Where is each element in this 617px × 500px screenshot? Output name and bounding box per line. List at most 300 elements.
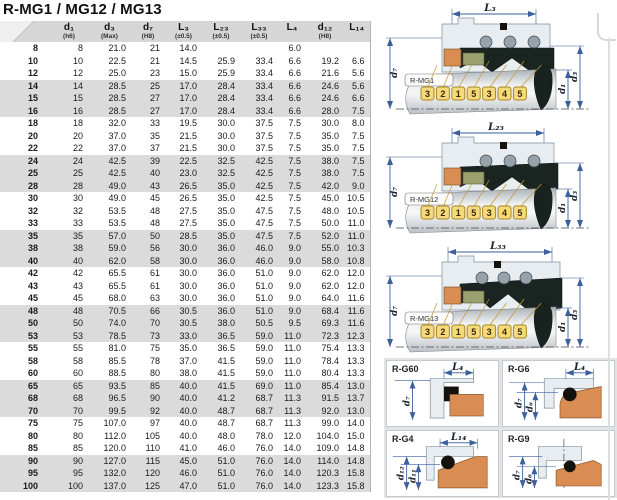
table-cell: 80.4: [321, 368, 339, 378]
corner-cell: [0, 21, 50, 42]
table-cell: 25.9: [217, 68, 235, 78]
table-cell: 39: [131, 155, 165, 168]
table-cell: 38.0: [306, 155, 344, 168]
svg-text:d₃: d₃: [570, 309, 580, 320]
table-cell: 30.0: [179, 293, 197, 303]
table-cell: 88.5: [108, 368, 126, 378]
seal-face: [463, 172, 484, 184]
seal-diagram-r-mg13: [384, 240, 617, 358]
table-cell: 42.5: [88, 155, 131, 168]
table-cell: 7.5: [344, 105, 370, 118]
table-cell: 41.2: [202, 392, 240, 405]
row-size-label: 25: [0, 167, 50, 180]
table-cell: 42: [72, 268, 83, 278]
table-cell: 58: [131, 255, 165, 268]
table-cell: 33.4: [255, 68, 273, 78]
table-cell: 6.6: [278, 80, 306, 93]
part-number: 1: [455, 208, 461, 218]
table-row: [0, 180, 370, 193]
table-cell: 68: [50, 392, 88, 405]
table-cell: 63: [149, 293, 160, 303]
table-cell: 7.5: [351, 143, 365, 153]
table-cell: 35: [149, 130, 160, 141]
table-cell: 69.3: [306, 317, 344, 330]
table-cell: 21: [149, 55, 160, 66]
table-cell: 51.0: [202, 480, 240, 493]
table-cell: 68.7: [255, 418, 273, 428]
table-cell: 41.5: [217, 355, 235, 366]
table-cell: 59.0: [240, 330, 278, 343]
table-cell: 11.6: [344, 317, 370, 330]
table-cell: [202, 42, 240, 55]
table-cell: 65: [50, 380, 88, 393]
part-number: 3: [424, 327, 431, 337]
table-cell: 33.4: [240, 80, 278, 93]
table-cell: 6.6: [278, 92, 306, 105]
part-number: 4: [501, 327, 508, 337]
part-number: 2: [440, 89, 446, 99]
svg-text:d₇: d₇: [390, 305, 400, 316]
table-cell: 5.6: [351, 68, 365, 78]
table-cell: 12.0: [346, 280, 365, 291]
table-cell: 21: [149, 43, 160, 53]
svg-text:d₁: d₁: [558, 321, 568, 332]
table-cell: 43: [72, 280, 83, 291]
svg-text:L₃: L₃: [484, 3, 496, 14]
table-cell: 14.0: [278, 480, 306, 493]
seat-label: R-G9: [508, 433, 530, 444]
column-header: d₃ (Max): [88, 21, 131, 42]
table-cell: 32.5: [202, 167, 240, 180]
table-cell: 6.6: [288, 55, 301, 66]
table-row: [0, 317, 370, 330]
table-cell: 40.0: [165, 392, 202, 405]
table-cell: 85.4: [306, 380, 344, 393]
table-cell: 42.0: [306, 180, 344, 193]
part-number: 3: [424, 208, 431, 218]
spring-icon: [520, 272, 532, 284]
page-edge-tab: [597, 13, 616, 41]
table-cell: 8.0: [351, 118, 365, 128]
spring-icon: [480, 155, 492, 167]
table-cell: 95: [50, 467, 88, 480]
table-cell: 37.5: [255, 118, 273, 128]
table-cell: 11.0: [278, 330, 306, 343]
table-cell: 51.0: [255, 268, 273, 278]
table-cell: 80: [72, 430, 83, 441]
table-row: [0, 80, 370, 93]
table-cell: 92.0: [306, 405, 344, 418]
seat-ring: [444, 168, 461, 185]
table-cell: 10.8: [344, 255, 370, 268]
table-cell: 76.0: [240, 480, 278, 493]
table-cell: 59.0: [255, 368, 273, 378]
table-cell: 64.0: [321, 293, 339, 303]
table-cell: 42.5: [255, 193, 273, 203]
table-cell: 45.0: [321, 193, 339, 203]
row-size-label: 85: [27, 443, 38, 453]
table-row: [0, 305, 370, 318]
set-screw: [494, 261, 501, 268]
spring-icon: [480, 36, 492, 48]
row-size-label: 50: [0, 317, 50, 330]
table-cell: 11.0: [278, 380, 306, 393]
table-cell: 9.0: [288, 293, 301, 303]
row-size-label: 38: [0, 242, 50, 255]
table-cell: 21.5: [179, 130, 197, 141]
row-size-label: 75: [27, 418, 38, 428]
table-cell: 17.0: [165, 92, 202, 105]
table-cell: 51.0: [202, 467, 240, 480]
table-cell: 68.7: [240, 405, 278, 418]
table-cell: 137.0: [88, 480, 131, 493]
table-cell: 53.5: [108, 205, 126, 216]
table-cell: 10.5: [346, 193, 365, 203]
table-cell: 51.0: [240, 305, 278, 318]
table-cell: 50.5: [240, 317, 278, 330]
table-cell: 47.0: [165, 480, 202, 493]
seat-ring: [556, 460, 601, 486]
table-row: [0, 142, 370, 155]
table-cell: 51.0: [255, 280, 273, 291]
table-cell: 7.5: [288, 143, 301, 153]
table-cell: 35.0: [202, 180, 240, 193]
table-cell: 60: [72, 368, 83, 378]
table-cell: 12: [72, 68, 83, 78]
table-cell: 20: [72, 130, 83, 141]
table-cell: 33.4: [255, 55, 273, 66]
table-cell: 14.0: [346, 418, 365, 428]
table-cell: 11.3: [278, 392, 306, 405]
seat-label: R-G6: [508, 364, 530, 374]
table-cell: 68.4: [306, 305, 344, 318]
table-cell: 65.5: [108, 268, 126, 278]
svg-text:d₃: d₃: [570, 71, 580, 82]
table-cell: 36.0: [217, 280, 235, 291]
table-cell: 10.5: [346, 205, 365, 216]
table-cell: 100: [50, 480, 88, 493]
column-header: L₂₃ (±0.5): [202, 21, 240, 42]
table-cell: 22: [72, 143, 83, 153]
table-cell: 30.0: [321, 118, 339, 128]
table-cell: 46.0: [217, 443, 235, 453]
table-cell: 36.0: [217, 293, 235, 303]
table-cell: 15.8: [344, 480, 370, 493]
table-cell: 53: [50, 330, 88, 343]
svg-text:L₁₄: L₁₄: [450, 431, 467, 443]
seal-dimension-table: [0, 21, 371, 492]
table-cell: 27: [131, 92, 165, 105]
table-cell: 9.5: [278, 317, 306, 330]
table-cell: 6.6: [278, 105, 306, 118]
seat-diagram-r-g4: [386, 430, 499, 497]
table-row: [0, 417, 370, 430]
table-cell: 24.6: [306, 92, 344, 105]
table-cell: 59.0: [255, 355, 273, 366]
svg-text:L₄: L₄: [574, 361, 586, 373]
table-cell: 75: [72, 418, 83, 428]
svg-text:d₃: d₃: [570, 190, 580, 201]
table-cell: 76.0: [240, 467, 278, 480]
table-cell: [344, 42, 370, 55]
table-cell: 56: [131, 242, 165, 255]
seat-detail-grid: [384, 358, 617, 498]
table-row: [0, 292, 370, 305]
table-cell: 78: [149, 355, 160, 366]
table-cell: 46.0: [240, 255, 278, 268]
table-cell: 35.0: [202, 230, 240, 243]
table-cell: 76.0: [240, 455, 278, 468]
table-cell: 33.4: [240, 105, 278, 118]
column-header: L₄: [278, 21, 306, 42]
svg-text:d₁: d₁: [558, 202, 568, 213]
table-cell: 28.0: [306, 105, 344, 118]
part-number: 1: [455, 327, 461, 337]
row-size-label: 20: [27, 130, 38, 141]
table-cell: 120: [131, 467, 165, 480]
part-number: 3: [486, 327, 492, 337]
table-row: [0, 42, 370, 55]
table-cell: 14.0: [179, 43, 197, 53]
table-row: [0, 55, 370, 68]
table-cell: 85.5: [108, 355, 126, 366]
table-cell: 40.0: [179, 418, 197, 428]
svg-text:d₆: d₆: [525, 402, 536, 413]
table-cell: 27.5: [179, 218, 197, 228]
table-cell: 28: [50, 180, 88, 193]
table-cell: 85: [72, 443, 83, 453]
seat-label: R-G4: [392, 433, 414, 444]
table-cell: 42.5: [240, 180, 278, 193]
table-cell: 59.0: [255, 343, 273, 353]
table-cell: 48: [50, 305, 88, 318]
row-size-label: 53: [0, 330, 50, 343]
row-size-label: 55: [27, 343, 38, 353]
table-cell: 49.0: [88, 180, 131, 193]
table-cell: 15.8: [344, 467, 370, 480]
row-size-label: 95: [0, 467, 50, 480]
row-size-label: 48: [0, 305, 50, 318]
table-cell: 26.5: [165, 180, 202, 193]
table-row: [0, 242, 370, 255]
table-body: [0, 42, 370, 492]
table-cell: 24: [50, 155, 88, 168]
table-cell: 9.0: [288, 268, 301, 278]
table-row: [0, 280, 370, 293]
row-size-label: 42: [27, 268, 38, 278]
table-row: [0, 92, 370, 105]
table-cell: 46.0: [165, 467, 202, 480]
table-cell: 11.3: [278, 405, 306, 418]
table-cell: 5.6: [344, 80, 370, 93]
svg-text:L₂₃: L₂₃: [488, 122, 504, 133]
table-cell: 38: [50, 242, 88, 255]
table-row: [0, 367, 370, 380]
seal-face: [463, 53, 484, 65]
svg-text:R-MG12: R-MG12: [410, 195, 439, 204]
table-cell: 57.0: [88, 230, 131, 243]
table-cell: 28.5: [165, 230, 202, 243]
part-number: 5: [471, 89, 477, 99]
table-cell: 9.0: [278, 242, 306, 255]
table-cell: 19.5: [179, 118, 197, 128]
part-number: 5: [517, 89, 523, 99]
table-cell: 13.7: [344, 392, 370, 405]
svg-text:d₆: d₆: [524, 473, 535, 484]
table-cell: 62.0: [88, 255, 131, 268]
spring-icon: [476, 272, 488, 284]
table-cell: 69.0: [240, 380, 278, 393]
o-ring: [441, 455, 455, 469]
table-cell: 27.5: [179, 205, 197, 216]
table-cell: 99.0: [321, 418, 339, 428]
table-cell: 32: [72, 205, 83, 216]
table-cell: 123.3: [306, 480, 344, 493]
table-cell: 47.5: [255, 218, 273, 228]
table-cell: 58: [72, 355, 83, 366]
table-cell: 68.0: [108, 293, 126, 303]
table-cell: 9.0: [278, 305, 306, 318]
table-cell: 80: [149, 368, 160, 378]
svg-text:R-MG1: R-MG1: [410, 76, 435, 85]
svg-text:d₇: d₇: [514, 398, 525, 409]
table-cell: 104.0: [316, 430, 339, 441]
table-cell: 55: [72, 343, 83, 353]
table-cell: 48: [149, 205, 160, 216]
table-cell: 28.4: [202, 80, 240, 93]
table-cell: 11.0: [347, 218, 365, 228]
part-number: 4: [501, 89, 508, 99]
svg-text:d₁: d₁: [558, 83, 568, 94]
table-cell: 30.0: [165, 242, 202, 255]
table-cell: 70: [50, 405, 88, 418]
column-header: L₃₃ (±0.5): [240, 21, 278, 42]
part-number: 5: [517, 327, 523, 337]
table-cell: 46.0: [240, 242, 278, 255]
table-cell: 68.7: [240, 392, 278, 405]
part-number: 5: [471, 208, 477, 218]
table-cell: 48.0: [321, 205, 339, 216]
table-row: [0, 255, 370, 268]
table-cell: 17.0: [165, 80, 202, 93]
table-cell: 96.5: [88, 392, 131, 405]
table-cell: 7.5: [351, 130, 365, 141]
table-cell: 132.0: [88, 467, 131, 480]
table-cell: 58.0: [306, 255, 344, 268]
table-cell: 13.3: [346, 355, 365, 366]
table-cell: 50.0: [321, 218, 339, 228]
table-cell: 30.0: [165, 255, 202, 268]
table-cell: 120.0: [103, 443, 126, 453]
table-row: [0, 380, 370, 393]
table-cell: 62.0: [321, 280, 339, 291]
table-cell: 13.3: [346, 343, 365, 353]
table-header-row: [0, 21, 370, 42]
seat-ring: [444, 49, 461, 66]
table-cell: 35.0: [217, 193, 235, 203]
table-cell: 6.0: [288, 43, 301, 53]
svg-text:L₄: L₄: [452, 361, 464, 373]
table-row: [0, 205, 370, 218]
row-size-label: 60: [27, 368, 38, 378]
table-row: [0, 192, 370, 205]
table-cell: 23.0: [165, 167, 202, 180]
svg-text:d₇: d₇: [390, 67, 400, 78]
table-cell: 7.5: [288, 118, 301, 128]
table-cell: 7.5: [288, 218, 301, 228]
seal-diagram-r-mg1: [384, 2, 617, 120]
table-cell: 42.5: [88, 167, 131, 180]
table-cell: 81.0: [108, 343, 126, 353]
svg-text:R-MG13: R-MG13: [410, 314, 439, 323]
table-cell: 41.5: [202, 380, 240, 393]
table-cell: 38.0: [306, 167, 344, 180]
seat-ring: [444, 287, 461, 304]
row-size-label: 100: [0, 480, 50, 493]
table-cell: 40.0: [165, 380, 202, 393]
row-size-label: 32: [27, 205, 38, 216]
part-number: 3: [486, 89, 492, 99]
table-cell: 22.5: [108, 55, 126, 66]
row-size-label: 45: [27, 293, 38, 303]
table-cell: 33.4: [240, 92, 278, 105]
table-cell: 13.3: [346, 368, 365, 378]
seat-ring: [450, 394, 483, 416]
table-cell: 14.0: [283, 443, 301, 453]
table-cell: 75: [149, 343, 160, 353]
svg-text:L₃₃: L₃₃: [490, 241, 506, 252]
table-cell: 127.0: [88, 455, 131, 468]
row-size-label: 16: [0, 105, 50, 118]
table-cell: 55.0: [306, 242, 344, 255]
row-size-label: 40: [0, 255, 50, 268]
table-cell: 7.5: [278, 167, 306, 180]
table-cell: 11.0: [284, 368, 301, 378]
part-number: 1: [455, 89, 461, 99]
table-cell: 115: [131, 455, 165, 468]
table-cell: 37.5: [255, 143, 273, 153]
row-size-label: 68: [0, 392, 50, 405]
svg-text:d₇: d₇: [390, 186, 400, 197]
table-cell: 36.5: [217, 343, 235, 353]
table-cell: 14.8: [346, 443, 365, 453]
part-number: 2: [440, 327, 446, 337]
table-row: [0, 455, 370, 468]
table-row: [0, 330, 370, 343]
table-cell: 125: [131, 480, 165, 493]
row-size-label: 24: [0, 155, 50, 168]
table-cell: 48.7: [217, 418, 235, 428]
table-cell: 99.5: [88, 405, 131, 418]
seat-label: R-G60: [392, 364, 419, 374]
table-cell: 72.3: [306, 330, 344, 343]
table-cell: 59.0: [88, 242, 131, 255]
table-row: [0, 392, 370, 405]
spring-icon: [528, 36, 540, 48]
table-cell: 45: [72, 293, 83, 303]
part-number: 2: [440, 208, 446, 218]
spring-icon: [528, 155, 540, 167]
table-cell: 28.4: [202, 92, 240, 105]
table-cell: 25.0: [108, 68, 126, 78]
table-cell: 28.4: [202, 105, 240, 118]
part-number: 5: [471, 327, 477, 337]
table-cell: 15.0: [346, 430, 365, 441]
table-cell: 10: [72, 55, 83, 66]
table-row: [0, 155, 370, 168]
table-cell: 10.3: [344, 242, 370, 255]
table-cell: 40: [131, 167, 165, 180]
